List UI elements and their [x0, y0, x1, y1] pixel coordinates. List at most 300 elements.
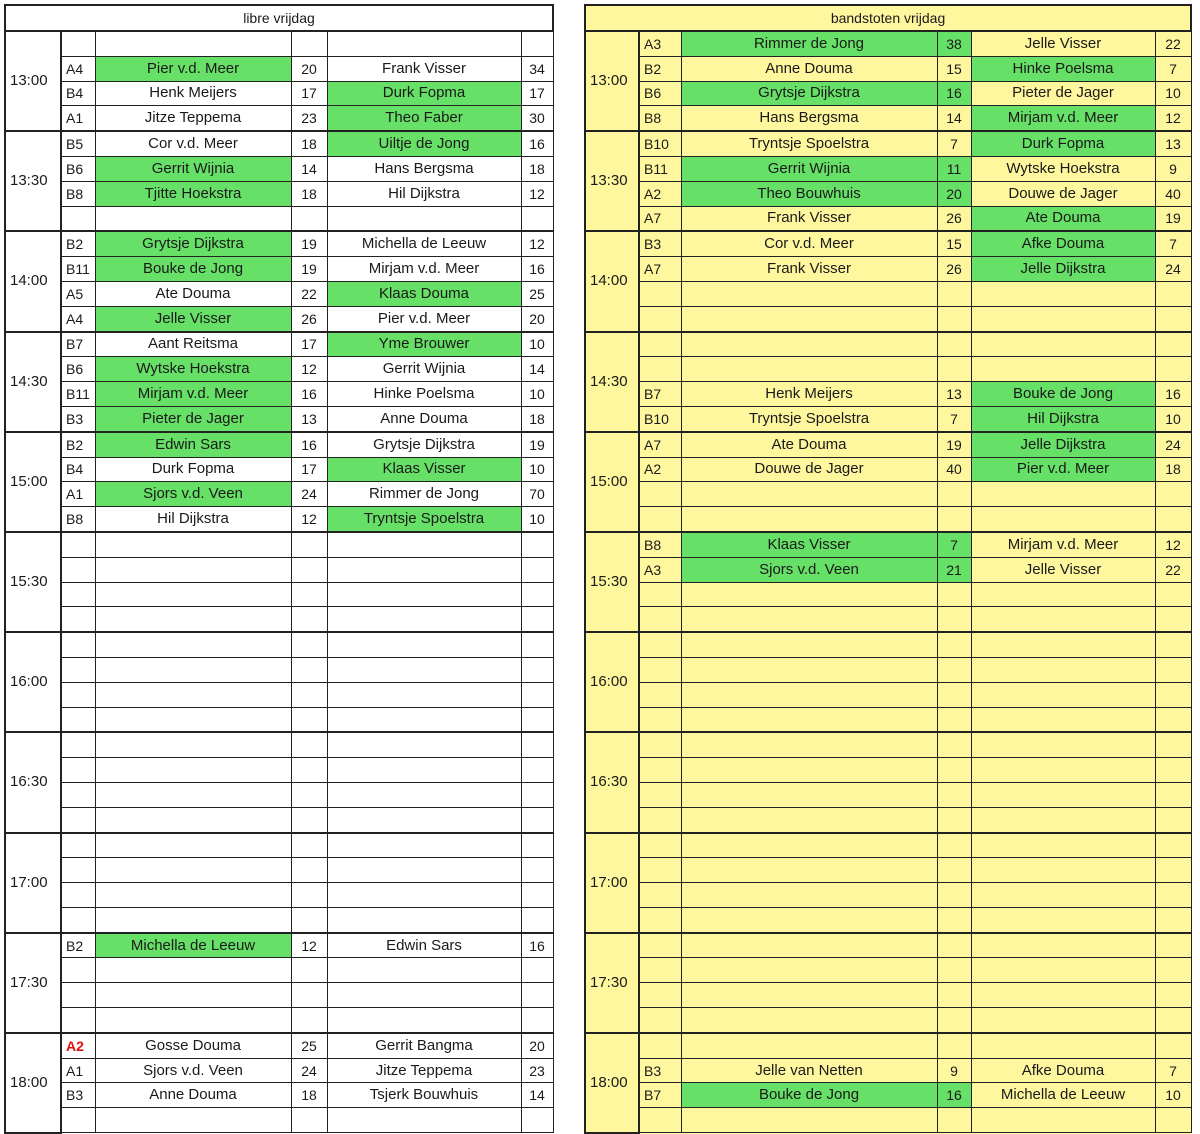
player-one-score: 18: [291, 181, 327, 206]
table-code: [639, 657, 681, 682]
player-two-score: 24: [1155, 257, 1191, 282]
time-slot-label: 16:30: [585, 732, 639, 832]
player-two-score: [521, 532, 553, 557]
player-two-name: Jelle Dijkstra: [971, 257, 1155, 282]
player-two-score: 19: [521, 432, 553, 457]
player-one-name: Sjors v.d. Veen: [681, 557, 937, 582]
player-one-name: [681, 281, 937, 306]
table-code: A2: [639, 457, 681, 482]
player-one-name: [95, 582, 291, 607]
table-code: A4: [61, 56, 95, 81]
left-match-row: [5, 181, 553, 206]
table-code: B10: [639, 406, 681, 431]
player-one-score: [937, 983, 971, 1008]
player-one-score: [291, 206, 327, 231]
player-one-name: [681, 807, 937, 832]
player-two-score: 25: [521, 281, 553, 306]
player-two-score: [521, 758, 553, 783]
player-one-score: 16: [937, 81, 971, 106]
player-one-score: [291, 1108, 327, 1133]
player-two-score: [521, 1108, 553, 1133]
player-two-name: Klaas Visser: [327, 457, 521, 482]
player-two-name: [327, 907, 521, 932]
right-match-row: [585, 281, 1191, 306]
table-code: B6: [61, 357, 95, 382]
time-slot-label: 17:00: [585, 833, 639, 933]
right-match-row: [585, 131, 1191, 156]
player-two-name: [971, 682, 1155, 707]
left-match-row: [5, 332, 553, 357]
table-code: B3: [639, 1058, 681, 1083]
table-code: [639, 306, 681, 331]
player-two-score: [1155, 782, 1191, 807]
table-code: B11: [61, 382, 95, 407]
player-two-score: [1155, 933, 1191, 958]
player-two-score: 18: [521, 406, 553, 431]
player-two-name: [327, 732, 521, 757]
player-one-name: [95, 907, 291, 932]
player-one-score: [291, 758, 327, 783]
player-one-score: [937, 332, 971, 357]
player-one-name: Bouke de Jong: [95, 257, 291, 282]
table-code: [639, 332, 681, 357]
player-two-score: 10: [521, 457, 553, 482]
left-match-row: [5, 1083, 553, 1108]
table-code: A5: [61, 281, 95, 306]
time-slot-label: 15:00: [5, 432, 61, 532]
left-match-row: [5, 632, 553, 657]
player-two-name: [327, 958, 521, 983]
right-match-row: [585, 758, 1191, 783]
right-match-row: [585, 707, 1191, 732]
table-code: [639, 632, 681, 657]
player-one-score: 18: [291, 1083, 327, 1108]
player-two-name: Jitze Teppema: [327, 1058, 521, 1083]
player-two-name: [971, 1108, 1155, 1133]
player-two-name: [327, 206, 521, 231]
player-one-name: [95, 31, 291, 56]
player-one-score: [291, 657, 327, 682]
player-two-name: [327, 1008, 521, 1033]
time-slot-label: 13:00: [585, 31, 639, 131]
player-two-score: 10: [1155, 1083, 1191, 1108]
player-one-name: [681, 907, 937, 932]
player-two-score: [521, 983, 553, 1008]
left-match-row: [5, 507, 553, 532]
table-code: B6: [639, 81, 681, 106]
player-one-score: [937, 833, 971, 858]
player-two-score: 10: [1155, 81, 1191, 106]
player-one-name: Klaas Visser: [681, 532, 937, 557]
player-one-name: [681, 306, 937, 331]
player-two-score: 7: [1155, 56, 1191, 81]
left-match-row: [5, 707, 553, 732]
table-code: [639, 758, 681, 783]
player-one-score: [291, 557, 327, 582]
right-match-row: [585, 958, 1191, 983]
player-one-score: 21: [937, 557, 971, 582]
table-code: B11: [639, 156, 681, 181]
player-two-name: Frank Visser: [327, 56, 521, 81]
left-match-row: [5, 758, 553, 783]
player-one-score: 40: [937, 457, 971, 482]
player-one-score: [937, 1033, 971, 1058]
player-one-score: [937, 883, 971, 908]
table-code: [639, 482, 681, 507]
player-two-score: 24: [1155, 432, 1191, 457]
player-one-score: [291, 732, 327, 757]
player-two-score: 12: [1155, 106, 1191, 131]
player-two-score: [1155, 1108, 1191, 1133]
player-one-score: 16: [291, 432, 327, 457]
table-code: B6: [61, 156, 95, 181]
player-two-name: [971, 858, 1155, 883]
player-one-score: 17: [291, 332, 327, 357]
player-two-score: [521, 1008, 553, 1033]
player-two-name: Durk Fopma: [971, 131, 1155, 156]
right-match-row: [585, 357, 1191, 382]
table-code: B7: [639, 382, 681, 407]
right-match-row: [585, 507, 1191, 532]
player-two-name: [327, 758, 521, 783]
player-one-score: [937, 758, 971, 783]
player-one-name: Aant Reitsma: [95, 332, 291, 357]
player-one-score: [937, 1008, 971, 1033]
table-code: [639, 357, 681, 382]
player-two-score: [521, 707, 553, 732]
player-two-score: 16: [521, 131, 553, 156]
table-code: [639, 682, 681, 707]
player-two-score: 12: [521, 181, 553, 206]
right-match-row: [585, 81, 1191, 106]
player-one-score: 18: [291, 131, 327, 156]
right-match-row: [585, 657, 1191, 682]
player-two-score: [1155, 482, 1191, 507]
player-one-score: 7: [937, 406, 971, 431]
player-two-score: [1155, 332, 1191, 357]
player-two-score: [521, 907, 553, 932]
player-two-name: Jelle Visser: [971, 557, 1155, 582]
table-code: A7: [639, 206, 681, 231]
player-two-name: Douwe de Jager: [971, 181, 1155, 206]
right-match-row: [585, 883, 1191, 908]
player-one-score: 12: [291, 933, 327, 958]
player-two-name: Rimmer de Jong: [327, 482, 521, 507]
left-match-row: [5, 306, 553, 331]
player-two-score: 22: [1155, 557, 1191, 582]
right-match-row: [585, 983, 1191, 1008]
right-match-row: [585, 257, 1191, 282]
player-one-name: [681, 858, 937, 883]
player-two-score: [521, 833, 553, 858]
player-two-score: [1155, 632, 1191, 657]
player-one-score: 12: [291, 357, 327, 382]
time-slot-label: 17:00: [5, 833, 61, 933]
left-match-row: [5, 1058, 553, 1083]
libre-schedule-body: [5, 5, 553, 1133]
player-one-score: [937, 582, 971, 607]
table-code: [61, 1008, 95, 1033]
player-one-score: 16: [291, 382, 327, 407]
player-one-name: [95, 682, 291, 707]
table-code: A3: [639, 31, 681, 56]
player-one-name: [95, 983, 291, 1008]
player-one-name: [681, 682, 937, 707]
table-code: [61, 607, 95, 632]
player-two-name: [327, 557, 521, 582]
player-two-score: 20: [521, 1033, 553, 1058]
player-one-score: [937, 507, 971, 532]
player-two-name: Tsjerk Bouwhuis: [327, 1083, 521, 1108]
player-two-score: 19: [1155, 206, 1191, 231]
right-match-row: [585, 557, 1191, 582]
player-two-name: Yme Brouwer: [327, 332, 521, 357]
player-one-name: Cor v.d. Meer: [95, 131, 291, 156]
player-two-score: [1155, 907, 1191, 932]
player-two-score: [521, 31, 553, 56]
player-two-score: 16: [521, 257, 553, 282]
player-two-name: [971, 707, 1155, 732]
player-two-score: [1155, 357, 1191, 382]
player-one-name: Tryntsje Spoelstra: [681, 406, 937, 431]
player-one-name: Edwin Sars: [95, 432, 291, 457]
right-match-row: [585, 406, 1191, 431]
table-code: A3: [639, 557, 681, 582]
table-code: [639, 983, 681, 1008]
player-one-name: [95, 958, 291, 983]
player-two-name: Pier v.d. Meer: [327, 306, 521, 331]
left-match-row: [5, 357, 553, 382]
player-two-score: 10: [1155, 406, 1191, 431]
player-two-score: 40: [1155, 181, 1191, 206]
table-code: [639, 732, 681, 757]
left-match-row: [5, 807, 553, 832]
right-match-row: [585, 807, 1191, 832]
player-one-name: [681, 1008, 937, 1033]
player-one-score: 19: [291, 257, 327, 282]
right-match-row: [585, 156, 1191, 181]
player-one-name: Hil Dijkstra: [95, 507, 291, 532]
player-two-score: 17: [521, 81, 553, 106]
table-code: B2: [61, 231, 95, 256]
left-match-row: [5, 607, 553, 632]
bandstoten-schedule-body: [585, 5, 1191, 1133]
player-two-name: Mirjam v.d. Meer: [327, 257, 521, 282]
player-two-name: Mirjam v.d. Meer: [971, 106, 1155, 131]
player-two-name: [971, 332, 1155, 357]
player-one-score: 13: [291, 406, 327, 431]
player-one-score: [291, 682, 327, 707]
player-one-name: Theo Bouwhuis: [681, 181, 937, 206]
player-one-score: [291, 582, 327, 607]
table-code: [61, 532, 95, 557]
player-one-name: [681, 582, 937, 607]
time-slot-label: 14:30: [585, 332, 639, 432]
player-one-score: 17: [291, 457, 327, 482]
player-one-name: Gosse Douma: [95, 1033, 291, 1058]
player-two-name: [327, 833, 521, 858]
player-one-name: [95, 732, 291, 757]
left-match-row: [5, 833, 553, 858]
left-match-row: [5, 156, 553, 181]
left-match-row: [5, 81, 553, 106]
left-match-row: [5, 406, 553, 431]
player-two-score: [521, 632, 553, 657]
table-code: B8: [639, 106, 681, 131]
left-match-row: [5, 557, 553, 582]
time-slot-label: 15:00: [585, 432, 639, 532]
player-two-score: [1155, 682, 1191, 707]
player-one-name: [681, 657, 937, 682]
right-match-row: [585, 382, 1191, 407]
table-code: [61, 682, 95, 707]
player-two-name: [327, 632, 521, 657]
player-one-name: Sjors v.d. Veen: [95, 1058, 291, 1083]
right-match-row: [585, 732, 1191, 757]
player-two-score: 7: [1155, 231, 1191, 256]
player-two-score: [521, 732, 553, 757]
player-one-name: [681, 632, 937, 657]
player-one-score: 17: [291, 81, 327, 106]
player-one-name: Gerrit Wijnia: [95, 156, 291, 181]
player-one-name: [95, 657, 291, 682]
table-code: [61, 833, 95, 858]
player-two-score: [521, 807, 553, 832]
left-match-row: [5, 382, 553, 407]
player-one-name: Ate Douma: [681, 432, 937, 457]
player-two-name: [971, 807, 1155, 832]
player-one-name: Grytsje Dijkstra: [95, 231, 291, 256]
player-one-score: 23: [291, 106, 327, 131]
player-one-score: [937, 632, 971, 657]
player-one-name: [681, 607, 937, 632]
player-two-name: [327, 31, 521, 56]
table-code: [639, 883, 681, 908]
player-two-name: [971, 1033, 1155, 1058]
player-two-name: Afke Douma: [971, 1058, 1155, 1083]
player-two-score: [1155, 306, 1191, 331]
player-two-name: Durk Fopma: [327, 81, 521, 106]
player-one-score: 14: [291, 156, 327, 181]
player-two-score: [521, 206, 553, 231]
right-match-row: [585, 1008, 1191, 1033]
player-one-score: [291, 983, 327, 1008]
player-one-score: [291, 858, 327, 883]
player-one-name: Jelle van Netten: [681, 1058, 937, 1083]
player-two-score: [521, 657, 553, 682]
player-one-name: Hans Bergsma: [681, 106, 937, 131]
time-slot-label: 16:00: [5, 632, 61, 732]
time-slot-label: 14:30: [5, 332, 61, 432]
player-one-score: 9: [937, 1058, 971, 1083]
player-two-score: 14: [521, 357, 553, 382]
player-two-score: 9: [1155, 156, 1191, 181]
player-two-name: Jelle Dijkstra: [971, 432, 1155, 457]
player-one-score: [291, 958, 327, 983]
left-match-row: [5, 883, 553, 908]
table-code: [61, 732, 95, 757]
player-one-name: Frank Visser: [681, 206, 937, 231]
table-code: [639, 958, 681, 983]
player-one-name: [95, 833, 291, 858]
player-two-score: [1155, 858, 1191, 883]
left-match-row: [5, 532, 553, 557]
right-match-row: [585, 782, 1191, 807]
player-two-name: [327, 858, 521, 883]
player-one-score: 19: [291, 231, 327, 256]
player-one-score: 14: [937, 106, 971, 131]
player-one-name: Henk Meijers: [95, 81, 291, 106]
player-two-score: [1155, 281, 1191, 306]
player-two-name: [327, 782, 521, 807]
left-match-row: [5, 858, 553, 883]
player-two-score: [1155, 883, 1191, 908]
player-two-name: Mirjam v.d. Meer: [971, 532, 1155, 557]
table-code: B10: [639, 131, 681, 156]
player-one-name: [681, 933, 937, 958]
player-two-name: Hans Bergsma: [327, 156, 521, 181]
player-two-score: 14: [521, 1083, 553, 1108]
player-one-score: 26: [937, 206, 971, 231]
player-one-score: 25: [291, 1033, 327, 1058]
player-two-name: [971, 732, 1155, 757]
player-two-score: 10: [521, 507, 553, 532]
player-two-score: [1155, 958, 1191, 983]
table-code: B3: [61, 406, 95, 431]
table-code: [639, 507, 681, 532]
table-code: [61, 907, 95, 932]
table-code: [639, 1108, 681, 1133]
time-slot-label: 16:00: [585, 632, 639, 732]
player-one-score: [937, 682, 971, 707]
right-match-row: [585, 1058, 1191, 1083]
right-match-row: [585, 682, 1191, 707]
right-match-row: [585, 532, 1191, 557]
player-one-name: Bouke de Jong: [681, 1083, 937, 1108]
table-code: B4: [61, 81, 95, 106]
table-code: [639, 281, 681, 306]
right-match-row: [585, 231, 1191, 256]
player-two-score: 10: [521, 382, 553, 407]
left-match-row: [5, 457, 553, 482]
player-one-score: 26: [937, 257, 971, 282]
player-one-score: [937, 807, 971, 832]
right-match-row: [585, 432, 1191, 457]
player-two-name: [971, 983, 1155, 1008]
left-match-row: [5, 933, 553, 958]
table-code: B11: [61, 257, 95, 282]
player-two-name: Pier v.d. Meer: [971, 457, 1155, 482]
player-two-name: [327, 607, 521, 632]
player-one-name: [681, 1033, 937, 1058]
player-two-score: 7: [1155, 1058, 1191, 1083]
table-code: A7: [639, 257, 681, 282]
player-two-score: 22: [1155, 31, 1191, 56]
table-code: [61, 883, 95, 908]
player-one-score: [291, 607, 327, 632]
table-code: [61, 983, 95, 1008]
player-two-score: [521, 682, 553, 707]
player-one-score: [937, 782, 971, 807]
player-one-score: [291, 907, 327, 932]
right-match-row: [585, 31, 1191, 56]
player-one-score: 20: [291, 56, 327, 81]
player-two-score: 10: [521, 332, 553, 357]
left-match-row: [5, 482, 553, 507]
player-two-score: [1155, 607, 1191, 632]
player-two-name: Hil Dijkstra: [971, 406, 1155, 431]
player-two-name: [971, 1008, 1155, 1033]
